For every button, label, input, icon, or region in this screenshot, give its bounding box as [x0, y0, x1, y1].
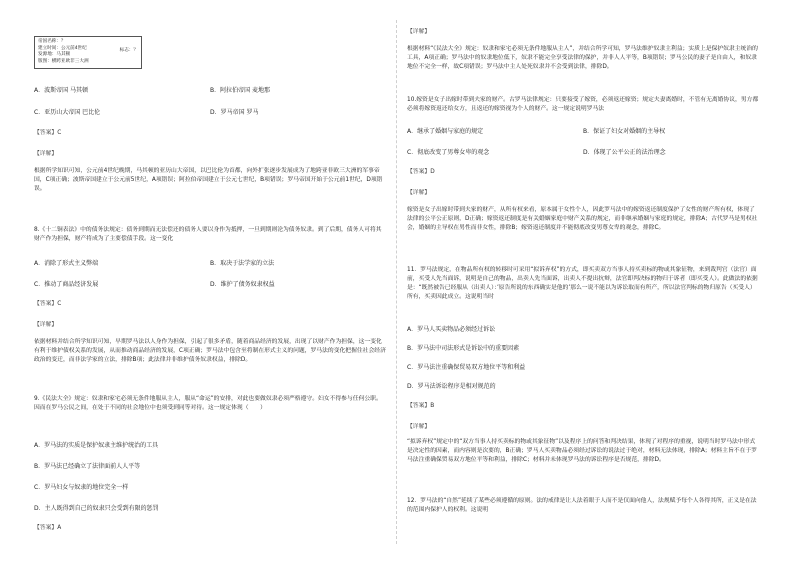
column-divider: [396, 20, 397, 544]
q10-option-c: C．彻底改变了男尊女卑的观念: [407, 149, 490, 156]
q8-option-b: B．取决于法学家的立法: [210, 260, 275, 267]
q10-stem: 10.嫁资是女子出嫁时带到夫家的财产。古罗马法律规定：只要接受了嫁资，必须返还嫁资；规定夫妻离婚时，不管有无离婚协议，男方都必须将嫁资返还给女方，且返还的嫁资视为个人的财产。这一规定说明罗马法: [407, 97, 759, 112]
empire-info-box: [34, 36, 142, 69]
q8-option-c: C．推动了商品经济发展: [34, 281, 99, 288]
q11-detail: “拟诉弃权”规定中的“双方当事人持买卖标的物或其象征物”以及程序上的问答和判决结果，体现了对程序的重视，说明当时罗马法中形式是决定性的因素，而内容则是次要的，B正确；罗马人买卖物品必须经过诉讼的说法过于绝对，材料无法体现，排除A；材料主旨不在于罗马法注重确保贸易双方地位平等和利益，排除C；材料并未体现罗马法的诉讼程序是否规范，排除D。: [407, 439, 757, 463]
q9-option-a: A．罗马法的实质是保护奴隶主维护统治的工具: [34, 442, 159, 449]
q9-option-c: C．罗马妇女与奴隶的地位完全一样: [34, 484, 129, 491]
q9-option-d: D．主人既得到自己的奴隶只会受到有限的惩罚: [34, 505, 159, 512]
q10-option-a: A．继承了婚姻与家庭的规定: [407, 128, 484, 135]
q7-detail: 根据所学知识可知，公元前4世纪晚期，马其顿的亚历山大帝国，以巴比伦为首都，向外扩张逐步发展成为了地跨亚非欧三大洲的军事帝国，C项正确；波斯帝国建立于公元前5世纪，A项错误；阿拉伯帝国建立于公元七世纪，B项错误；罗马帝国开始于公元前1世纪，D项错误。: [34, 168, 383, 192]
q11-detail-tag: 【详解】: [407, 424, 431, 430]
q9-option-b: B．罗马法已经确立了法律面前人人平等: [34, 463, 141, 470]
q8-detail: 依据材料并结合所学知识可知，早期罗马法以人身作为担保，引起了很多矛盾，随着商品经济的发展，出现了以财产作为担保，这一变化有利于维护债权关系的发展，从而推动商品经济的发展，C项正确；罗马法中包含至将制在形式主义的问题，罗马法的变化把握住社会经济政治的变迁，而非法学家的立法，排除B项；此法律并非维护债务奴隶权益，排除D。: [34, 339, 386, 363]
q11-stem: 11．罗马法规定，在物品所有权的转移时可采用“拟诉弃权”的方式，即买卖双方当事人持买卖标的物或其象征物，来到裁判官（法官）面前，买受人先当面诉，说明是自己的物品，出卖人先当面诉，出卖人不提出抗辩，法官即判决标的物归于诉者（即买受人）。此做法的依据是：“既然被告已经服从（出卖人）：’原告所说的东西确实是他的’那么一说不能以为诉讼取而有所产，所以法官判标的物归原告（买受人）所有，买卖因此成立。这说明当时: [407, 267, 758, 300]
q12-stem: 12．罗马法的“自然”延续了某些必须遵循的原则。法的戒律是让人法着眼于人而不是仅面向他人，法规赋予每个人各得其所，正义是在法的范围内保护人的权利。这说明: [407, 498, 757, 513]
q9-detail-tag: 【详解】: [407, 29, 431, 35]
q10-detail: 嫁资是女子出嫁时带到夫家的财产，从所有权来看，原本属于女性个人，因此罗马法中的嫁资返还制度保护了女性的财产所有权，体现了法律的公平公正原则，D正确；嫁资返还制度是有关婚姻家庭中财产关系的规定，而非继承婚姻与家庭的规定，排除A；古代罗马是男权社会，婚姻的主导权在男性而非女性，排除B；嫁资返还制度并不能彻底改变男尊女卑的观念，排除C。: [407, 207, 758, 231]
q7-answer: 【答案】C: [34, 130, 62, 136]
q9-stem: 9.《民法大全》规定：奴隶和家宅必须无条件地服从主人，服从“命运”的安排，对此也要做奴隶必须严格遵守。妇女不得参与任何公职。因而在罗马公民之间，在处于不同的社会地位中也须受到同等对待。这一规定体现（ ）: [34, 396, 382, 411]
q8-option-a: A．消除了形式主义弊端: [34, 260, 99, 267]
box-line: 建立时间：公元前4世纪: [38, 45, 87, 51]
q8-detail-tag: 【详解】: [34, 322, 58, 328]
box-line: 帝国名称：？: [38, 39, 66, 44]
q8-option-d: D．维护了债务奴隶权益: [210, 281, 275, 288]
q10-detail-tag: 【详解】: [407, 190, 431, 196]
box-line: 发源地：马其顿: [38, 52, 71, 58]
box-line: 版图：横跨亚欧非三大洲: [38, 58, 89, 64]
q10-answer: 【答案】D: [407, 169, 435, 175]
q7-detail-tag: 【详解】: [34, 151, 58, 157]
box-line: 标志：？: [119, 48, 138, 53]
q11-answer: 【答案】B: [407, 403, 435, 409]
q7-option-d: D．罗马帝国 罗马: [210, 109, 259, 116]
q10-option-b: B．保证了妇女对婚姻的主导权: [583, 128, 666, 135]
q9-answer: 【答案】A: [34, 525, 62, 531]
q8-stem: 8.《十二铜表法》中的债务法规定：债务到期而无法偿还的债务人要以身作为抵押，一旦到期则沦为债务奴隶。到了后期，债务人可将其财产作为担保，财产将成为了主要偿债手段。这一变化: [34, 227, 382, 242]
q7-option-a: A．波斯帝国 马其顿: [34, 87, 89, 94]
q11-option-b: B．罗马法中司法形式是诉讼中的重要因素: [407, 345, 520, 352]
q11-option-c: C．罗马法注重确保贸易双方地位平等和利益: [407, 364, 526, 371]
q11-option-a: A．罗马人买卖物品必须经过诉讼: [407, 326, 496, 333]
q11-option-d: D．罗马法诉讼程序是相对规范的: [407, 383, 496, 390]
q7-option-c: C．亚历山大帝国 巴比伦: [34, 109, 101, 116]
q10-option-d: D．体现了公平公正的法治理念: [583, 149, 666, 156]
q9-detail: 根据材料“《民法大全》规定：奴隶和家宅必须无条件地服从主人”，并结合所学可知，罗马法维护奴隶主利益；实质上是保护奴隶主统治的工具，A项正确；罗马法中的奴隶地位低下，奴隶不能完全享受法律的保护，并非人人平等，B项错误；罗马公民的妻子是自由人，和奴隶地位不完全一样，故C项错误；罗马法中主人处死奴隶并不会受到法律，排除D。: [407, 46, 758, 70]
q7-option-b: B．阿拉伯帝国 麦地那: [210, 87, 271, 94]
q8-answer: 【答案】C: [34, 301, 62, 307]
